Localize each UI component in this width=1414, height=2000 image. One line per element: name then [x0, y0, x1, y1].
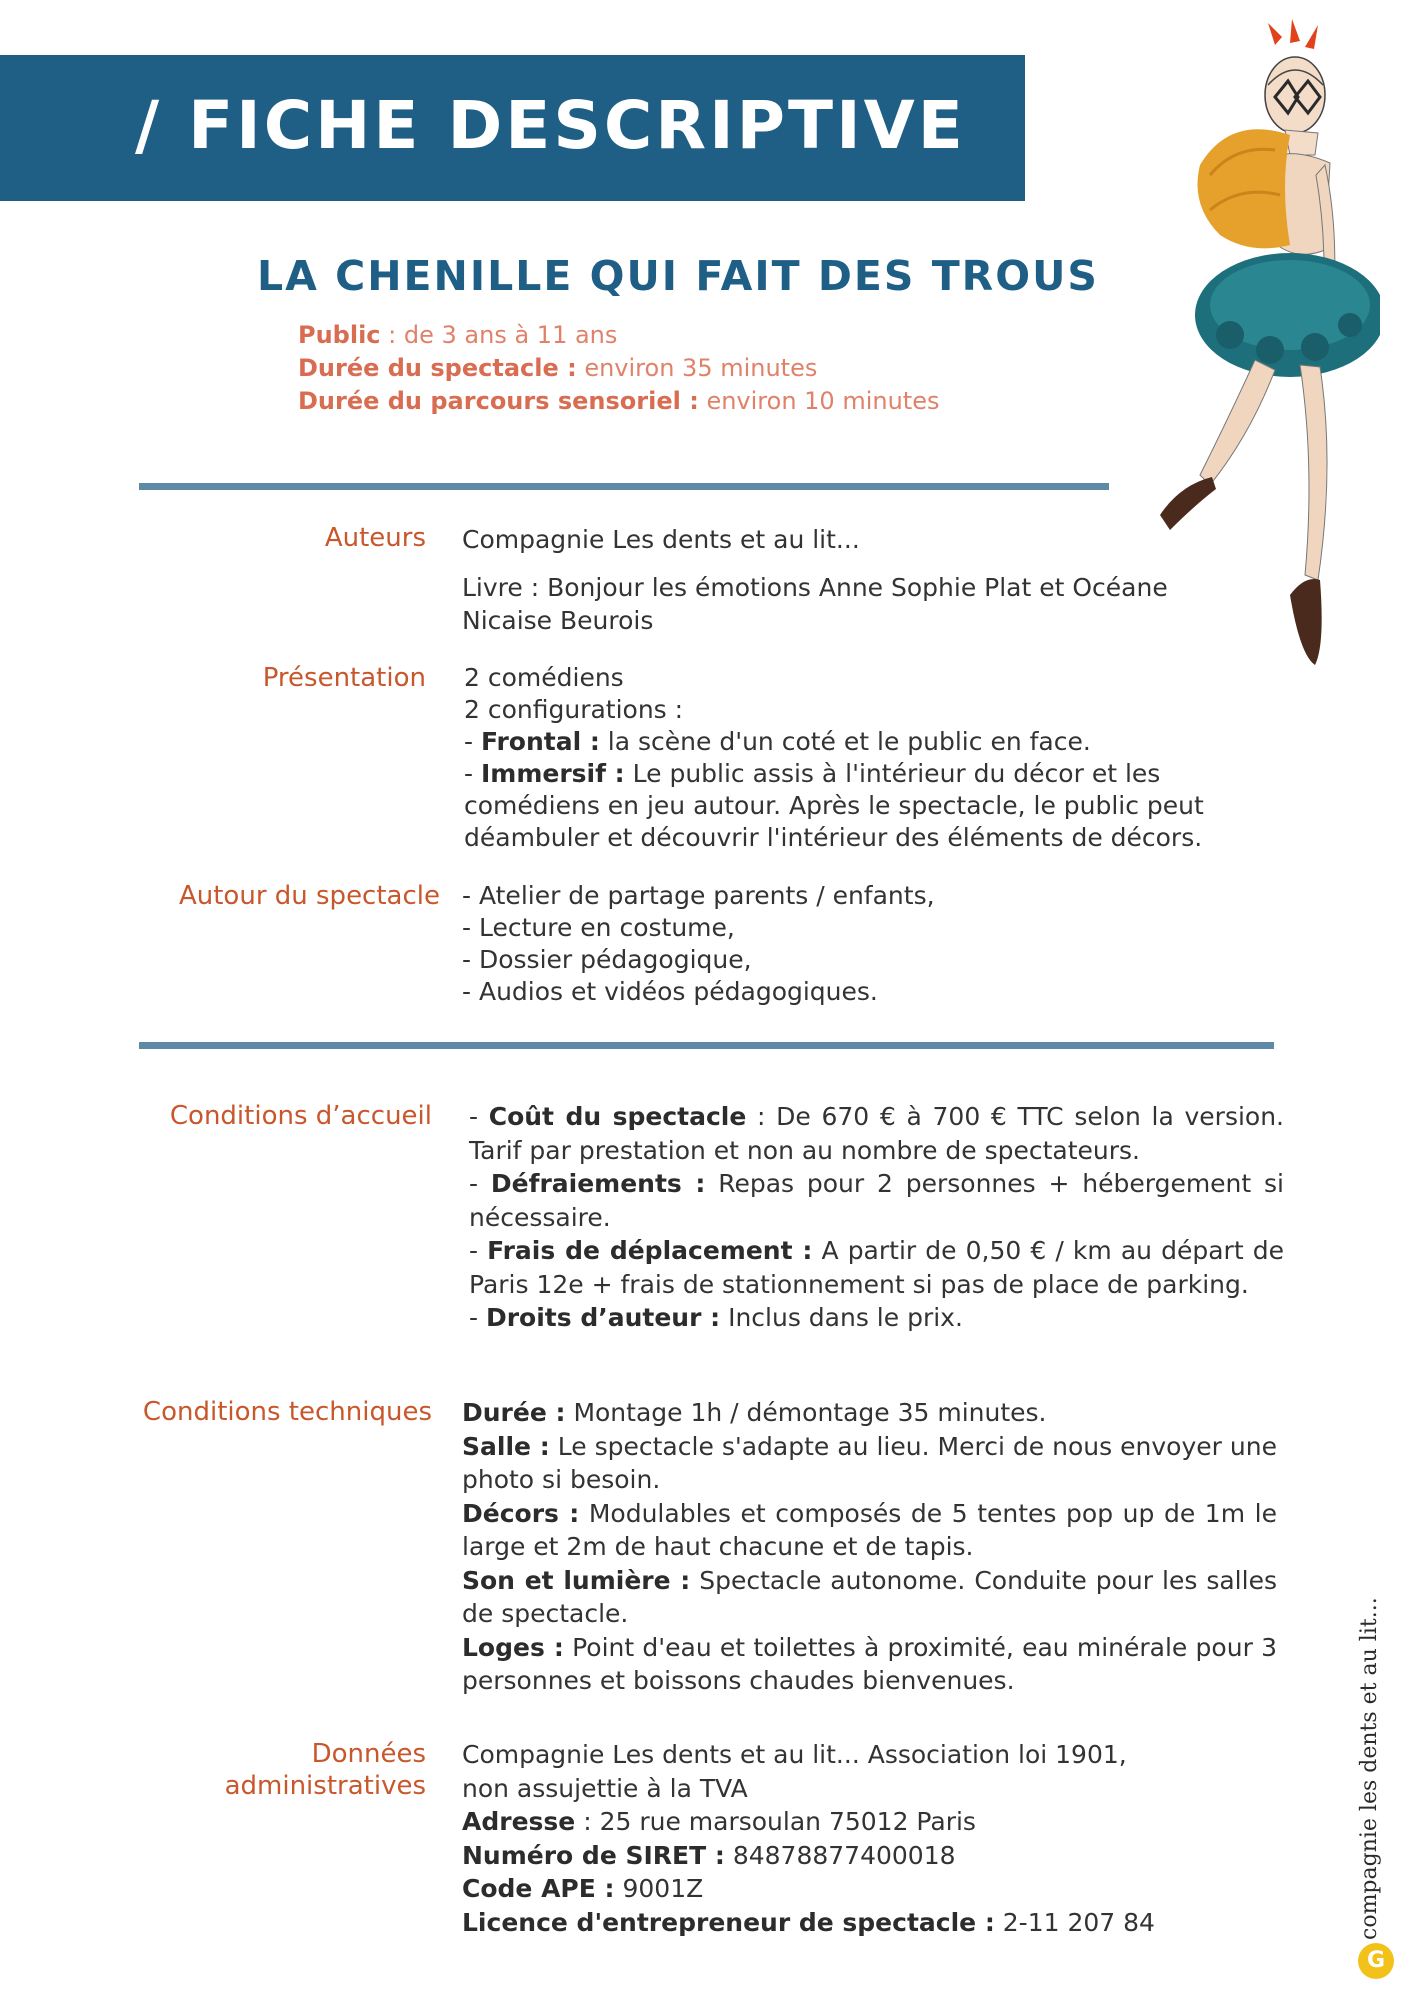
admin-line-2: non assujettie à la TVA [462, 1773, 748, 1803]
immersif-label: Immersif : [480, 759, 625, 788]
duree-spectacle-label: Durée du spectacle : [298, 354, 577, 382]
admin-content [462, 1738, 1277, 1939]
tech-loges [462, 1631, 1277, 1698]
son-text: Spectacle autonome. Conduite pour les salles de spectacle. [462, 1565, 1277, 1628]
autour-item: - Lecture en costume, [462, 913, 735, 942]
auteurs-content [462, 523, 1242, 638]
duree-parcours-value: environ 10 minutes [698, 387, 940, 415]
defraiements-label: Défraiements : [490, 1169, 706, 1198]
auteurs-line-1: Compagnie Les dents et au lit... [462, 525, 860, 554]
autour-item: - Audios et vidéos pédagogiques. [462, 977, 878, 1006]
accueil-label: Conditions d’accueil [169, 1101, 432, 1131]
tech-decors [462, 1497, 1277, 1564]
loges-text: Point d'eau et toilettes à proximité, eau minérale pour 3 personnes et boissons chaudes bienvenues. [462, 1632, 1277, 1695]
autour-content [462, 880, 1242, 1008]
cout-label: Coût du spectacle [488, 1102, 747, 1131]
siret-label: Numéro de SIRET : [462, 1840, 725, 1870]
presentation-immersif: - Immersif : Le public assis à l'intérieur du décor et les comédiens en jeu autour. Après le spectacle, le public peut déambuler et découvrir l'intérieur des éléments de décors. [464, 759, 1204, 852]
admin-siret [462, 1839, 1277, 1873]
decors-text: Modulables et composés de 5 tentes pop up de 1m le large et 2m de haut chacune et de tapis. [462, 1498, 1277, 1561]
admin-licence [462, 1906, 1277, 1940]
presentation-label: Présentation [262, 663, 426, 693]
presentation-line-2: 2 configurations : [464, 695, 684, 724]
siret-text: 84878877400018 [724, 1840, 956, 1870]
loges-label: Loges : [462, 1632, 564, 1662]
show-meta [298, 319, 939, 418]
accueil-frais: - Frais de déplacement : A partir de 0,50 € / km au départ de Paris 12e + frais de stationnement si pas de place de parking. [469, 1236, 1284, 1299]
duree-label: Durée : [462, 1398, 566, 1427]
salle-text: Le spectacle s'adapte au lieu. Merci de nous envoyer une photo si besoin. [462, 1431, 1277, 1494]
droits-label: Droits d’auteur : [485, 1303, 721, 1332]
show-title: LA CHENILLE QUI FAIT DES TROUS [257, 252, 1099, 300]
admin-ape [462, 1872, 1277, 1906]
autour-item: - Atelier de partage parents / enfants, [462, 881, 935, 910]
tech-son [462, 1564, 1277, 1631]
side-company-text: compagnie les dents et au lit... [1357, 1597, 1382, 1940]
accueil-content [469, 1100, 1284, 1335]
ape-label: Code APE : [462, 1874, 615, 1903]
duree-parcours-line [298, 385, 939, 418]
frais-text: A partir de 0,50 € / km au départ de Paris 12e + frais de stationnement si pas de place de parking. [469, 1236, 1284, 1299]
divider-middle [139, 1042, 1274, 1049]
admin-label-line-2: administratives [224, 1771, 426, 1801]
cout-text: : De 670 € à 700 € TTC selon la version. Tarif par prestation et non au nombre de spectateurs. [469, 1102, 1285, 1165]
techniques-content [462, 1396, 1277, 1698]
accueil-droits: - Droits d’auteur : Inclus dans le prix. [469, 1303, 963, 1332]
tech-salle [462, 1430, 1277, 1497]
droits-text: Inclus dans le prix. [720, 1303, 963, 1332]
duree-parcours-label: Durée du parcours sensoriel : [298, 387, 699, 415]
presentation-line-1: 2 comédiens [464, 663, 624, 692]
ape-text: 9001Z [614, 1874, 704, 1903]
admin-line-1: Compagnie Les dents et au lit... Association loi 1901, [462, 1740, 1127, 1769]
techniques-label: Conditions techniques [142, 1397, 432, 1427]
frontal-text: la scène d'un coté et le public en face. [599, 727, 1091, 756]
salle-label: Salle : [462, 1431, 550, 1461]
admin-label-line-1: Données [311, 1739, 426, 1769]
public-label: Public [298, 321, 381, 349]
duree-spectacle-line [298, 352, 939, 385]
duree-spectacle-value: environ 35 minutes [576, 354, 818, 382]
auteurs-line-2: Livre : Bonjour les émotions Anne Sophie Plat et Océane Nicaise Beurois [462, 572, 1168, 635]
immersif-text: Le public assis à l'intérieur du décor et les comédiens en jeu autour. Après le spectacle, le public peut déambuler et découvrir l'intérieur des éléments de décors. [464, 759, 1204, 852]
admin-adresse [462, 1805, 1277, 1839]
adresse-label: Adresse [462, 1807, 576, 1836]
frais-label: Frais de déplacement : [487, 1236, 813, 1265]
tech-duree [462, 1396, 1277, 1430]
autour-label: Autour du spectacle [178, 881, 440, 911]
page-title: / FICHE DESCRIPTIVE [135, 87, 966, 164]
duree-text: Montage 1h / démontage 35 minutes. [565, 1398, 1047, 1427]
accueil-defraiements: - Défraiements : Repas pour 2 personnes + hébergement si nécessaire. [469, 1169, 1284, 1232]
divider-top [139, 483, 1109, 490]
admin-label [140, 1738, 426, 1802]
accueil-cout: - Coût du spectacle : De 670 € à 700 € TTC selon la version. Tarif par prestation et non au nombre de spectateurs. [469, 1102, 1285, 1165]
defraiements-text: Repas pour 2 personnes + hébergement si nécessaire. [469, 1169, 1284, 1232]
licence-label: Licence d'entrepreneur de spectacle : [462, 1907, 995, 1937]
adresse-text: : 25 rue marsoulan 75012 Paris [575, 1807, 976, 1836]
public-line [298, 319, 939, 352]
header-banner [0, 55, 1025, 201]
presentation-frontal: - Frontal : la scène d'un coté et le public en face. [464, 727, 1091, 756]
licence-text: 2-11 207 84 [994, 1907, 1155, 1937]
public-value: : de 3 ans à 11 ans [380, 321, 618, 349]
decors-label: Décors : [462, 1498, 580, 1528]
son-label: Son et lumière : [462, 1565, 691, 1595]
auteurs-label: Auteurs [324, 523, 426, 553]
company-logo-icon: G [1358, 1943, 1394, 1979]
frontal-label: Frontal : [480, 727, 600, 756]
presentation-content [464, 662, 1254, 854]
autour-item: - Dossier pédagogique, [462, 945, 752, 974]
